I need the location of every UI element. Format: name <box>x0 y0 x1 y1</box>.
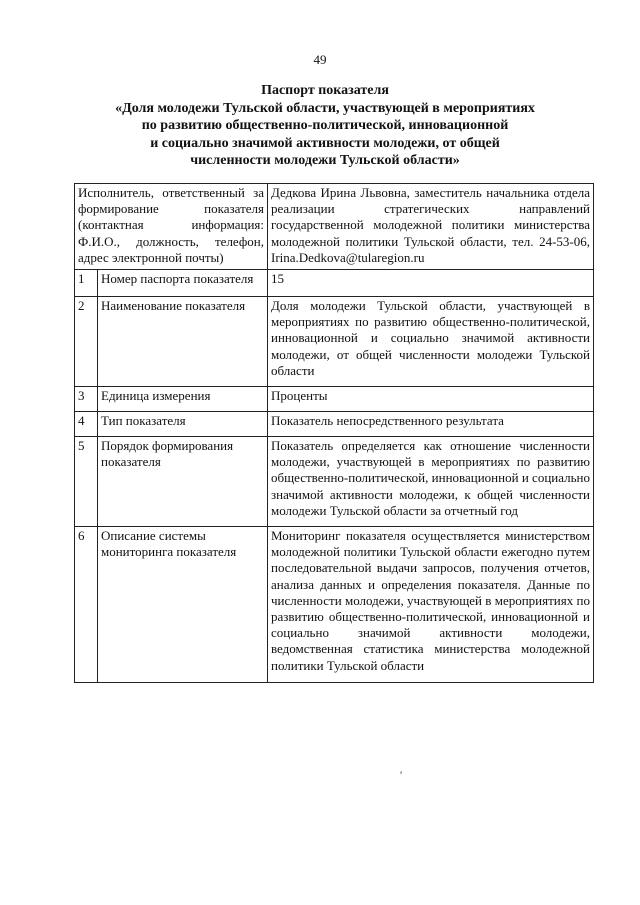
row-number: 5 <box>75 437 98 527</box>
row-value: Доля молодежи Тульской области, участвующей в мероприятиях по развитию общественно-политической, инновационной и социально значимой активности молодежи, от общей численности молодежи Тульской области <box>268 297 594 387</box>
passport-table <box>74 183 594 683</box>
row-number: 3 <box>75 387 98 412</box>
responsible-value: Дедкова Ирина Львовна, заместитель начальника отдела реализации стратегических направлений государственной молодежной политики министерства молодежной политики Тульской области, тел. 24-53-06, Irina.Dedkova@tularegion.ru <box>268 184 594 270</box>
title-line: численности молодежи Тульской области» <box>190 153 460 168</box>
table-row <box>75 387 594 412</box>
page-number: 49 <box>313 52 327 67</box>
row-value: 15 <box>268 270 594 297</box>
footer-mark: ' <box>400 768 403 782</box>
responsible-label: Исполнитель, ответственный за формирование показателя (контактная информация: Ф.И.О., должность, телефон, адрес электронной почты) <box>75 184 268 270</box>
table-row <box>75 270 594 297</box>
table-row <box>75 437 594 527</box>
table-row <box>75 527 594 683</box>
row-label: Порядок формирования показателя <box>98 437 268 527</box>
title-line: и социально значимой активности молодежи, от общей <box>150 135 500 151</box>
row-number: 1 <box>75 270 98 297</box>
row-label: Тип показателя <box>98 412 268 437</box>
row-label: Номер паспорта показателя <box>98 270 268 297</box>
row-number: 4 <box>75 412 98 437</box>
row-number: 2 <box>75 297 98 387</box>
table-header-row <box>75 184 594 270</box>
row-value: Показатель непосредственного результата <box>268 412 594 437</box>
row-label: Единица измерения <box>98 387 268 412</box>
title-line: Паспорт показателя <box>261 83 389 98</box>
row-value: Мониторинг показателя осуществляется министерством молодежной политики Тульской области ежегодно путем последовательной выдачи запросов, получения отчетов, анализа данных и определения показателя. Данные по численности молодежи, участвующей в мероприятиях по развитию общественно-политической, инновационной и социально значимой активности молодежи, ведомственная статистика министерства молодежной политики Тульской области <box>268 527 594 683</box>
document-title <box>70 82 580 170</box>
table-row <box>75 412 594 437</box>
row-value: Показатель определяется как отношение численности молодежи, участвующей в мероприятиях по развитию общественно-политической, инновационной и социально значимой активности молодежи, к общей численности молодежи Тульской области за отчетный год <box>268 437 594 527</box>
row-number: 6 <box>75 527 98 683</box>
row-label: Описание системы мониторинга показателя <box>98 527 268 683</box>
title-line: по развитию общественно-политической, инновационной <box>141 118 509 133</box>
row-label: Наименование показателя <box>98 297 268 387</box>
table-row <box>75 297 594 387</box>
row-value: Проценты <box>268 387 594 412</box>
title-line: «Доля молодежи Тульской области, участвующей в мероприятиях <box>115 100 535 116</box>
